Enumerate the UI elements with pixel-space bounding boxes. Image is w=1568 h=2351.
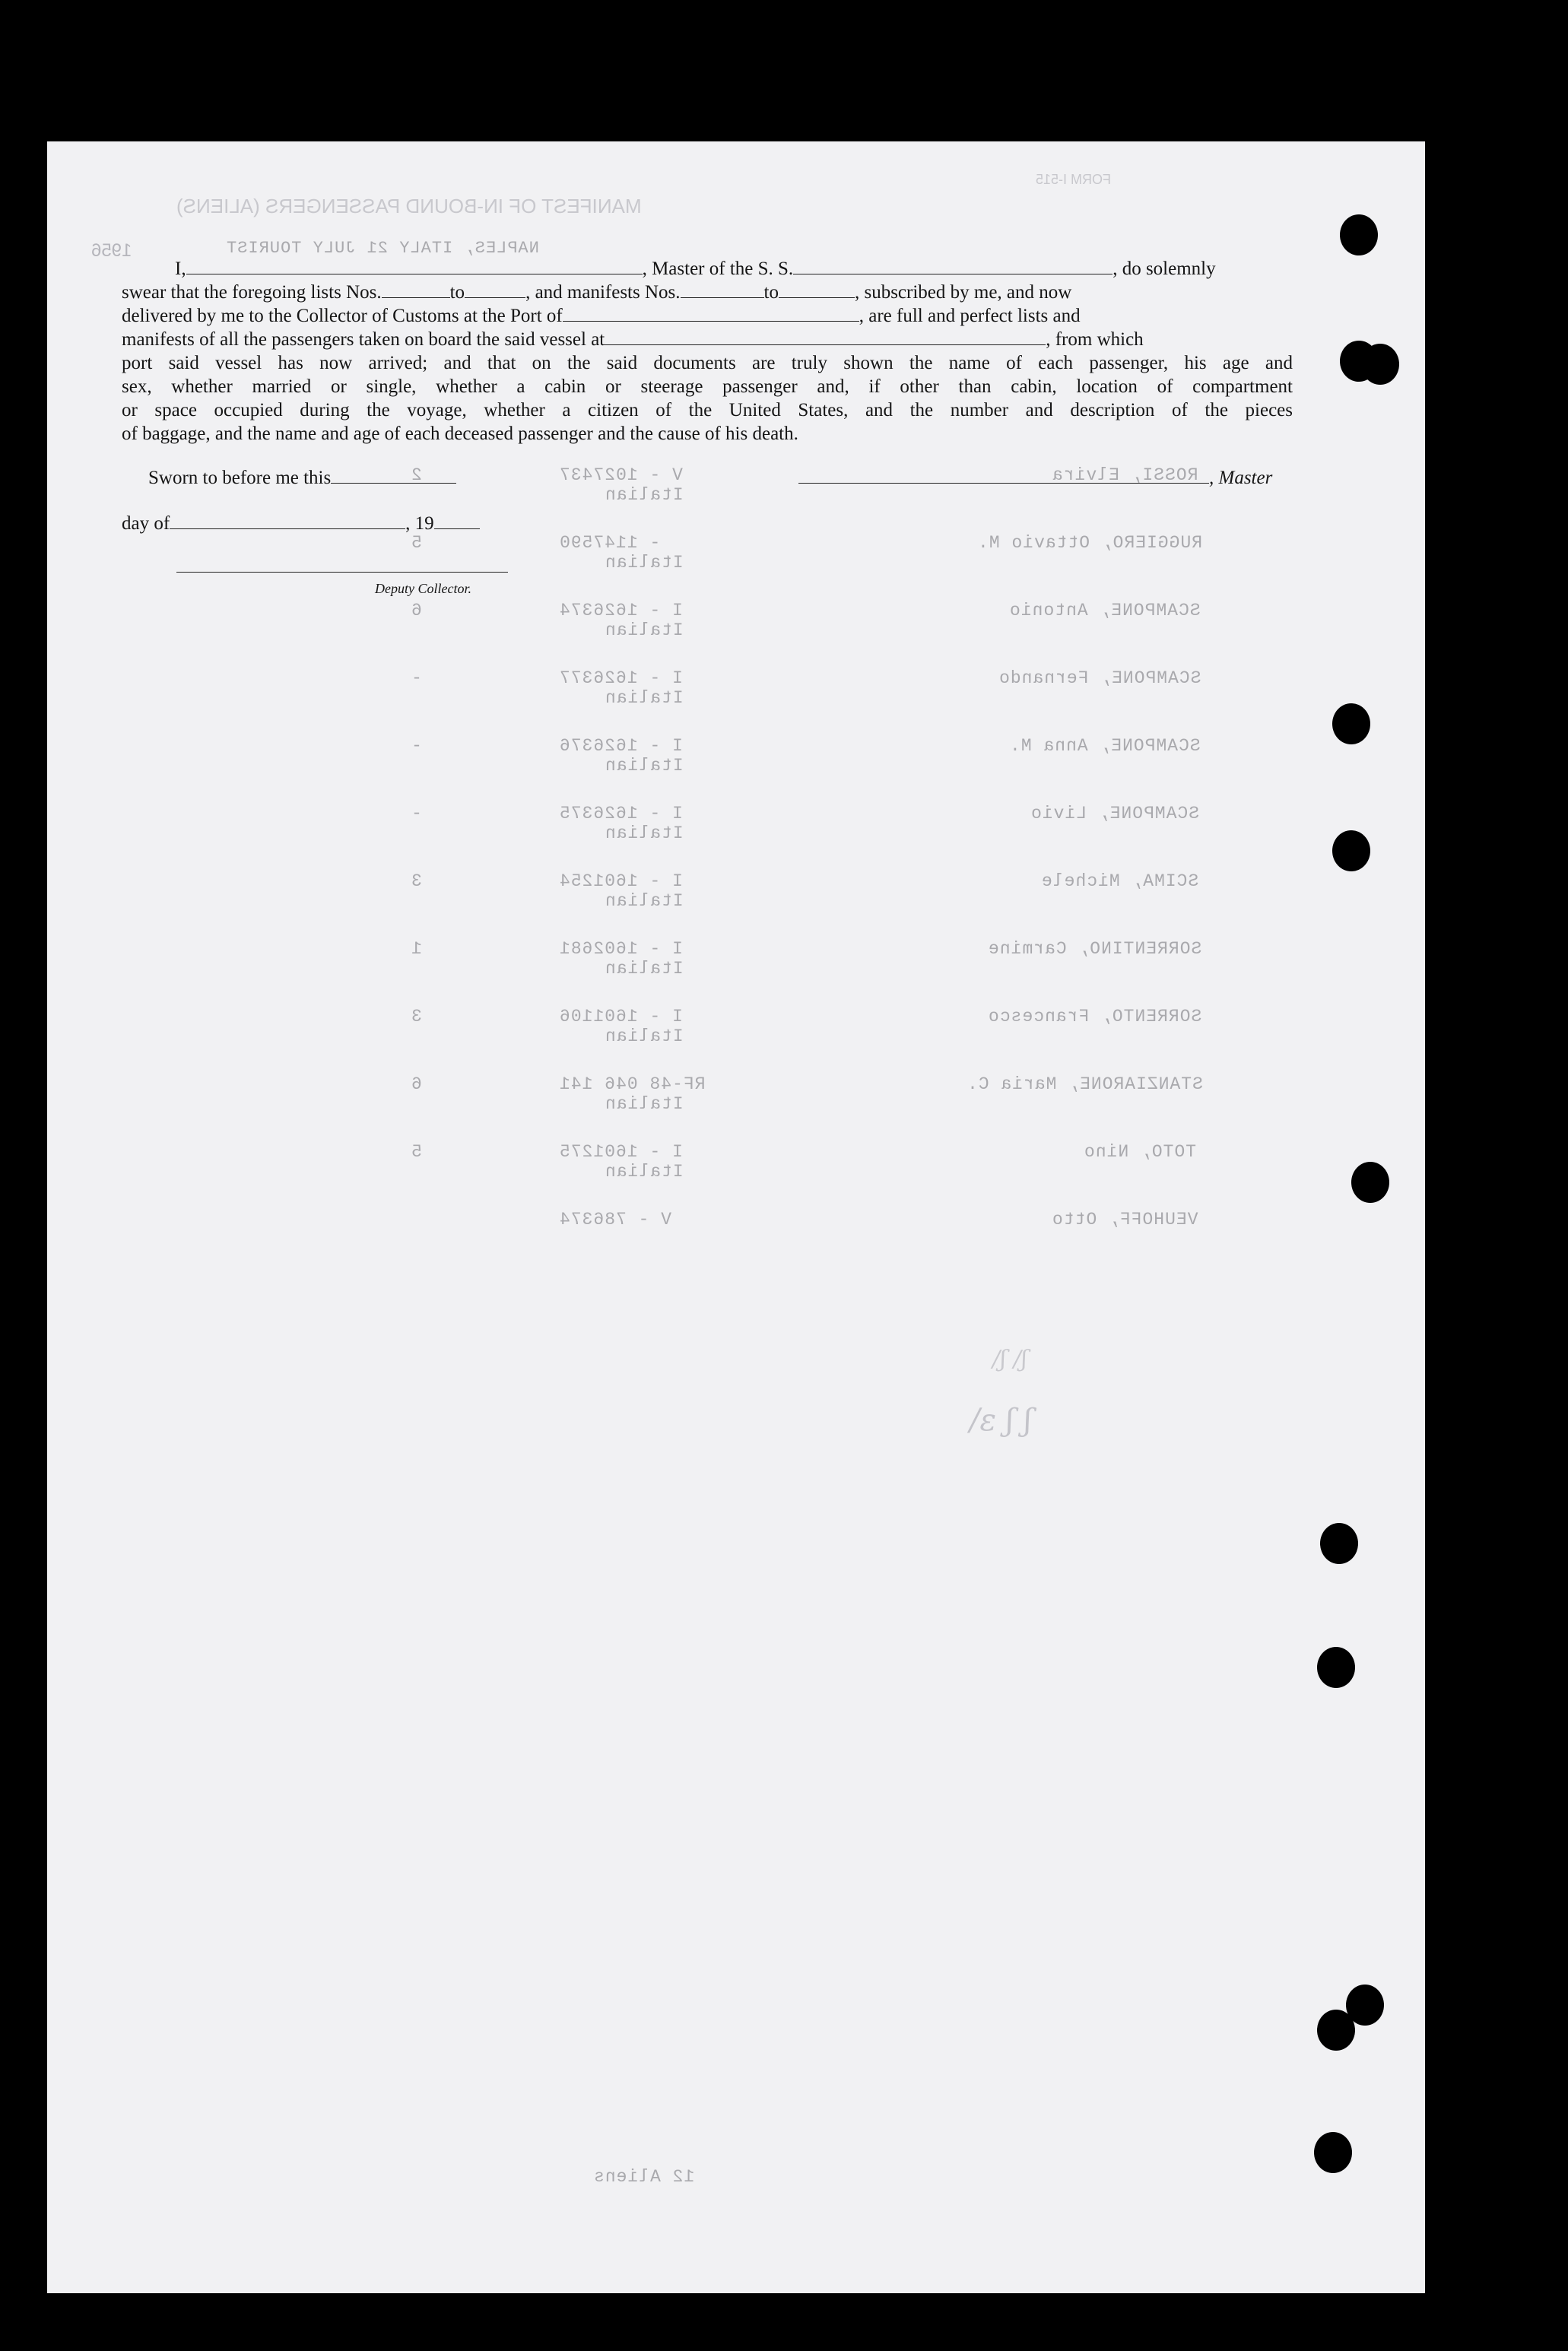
bleed-row-name: SCIMA, Michele — [1041, 871, 1199, 891]
bleed-row-name: SORRENTO, Francesco — [988, 1007, 1202, 1026]
bleed-row-name: RUGGIERO, Ottavio M. — [977, 533, 1203, 553]
bleed-row-nationality: Italian — [605, 756, 684, 776]
year-label: , 19 — [405, 513, 434, 534]
master-signature — [798, 468, 1272, 489]
oath-and-manifests: , and manifests Nos. — [525, 282, 681, 303]
bleed-row-nationality: Italian — [605, 1026, 684, 1046]
oath-solemnly: , do solemnly — [1113, 259, 1216, 279]
deputy-signature-line — [176, 572, 508, 573]
bleed-row-nationality: Italian — [605, 553, 684, 573]
document-page — [47, 141, 1425, 2293]
bleed-row-document: I - 1626374 — [559, 601, 683, 620]
bleed-row-nationality: Italian — [605, 891, 684, 911]
oath-paragraph — [122, 257, 1293, 446]
manifests-to-blank — [779, 282, 855, 298]
bleed-row-number: 2 — [411, 465, 422, 485]
bleed-row-document: I - 1626377 — [559, 668, 683, 688]
faint-header: MANIFEST OF IN-BOUND PASSENGERS (ALIENS) — [176, 195, 642, 217]
bleed-row-name: SCAMPONE, Anna M. — [1009, 736, 1201, 756]
bleed-row-name: ROSSI, Elvira — [1052, 465, 1198, 485]
punch-hole — [1320, 1523, 1358, 1564]
bleed-row-name: SORRENTINO, Carmine — [988, 939, 1202, 959]
bleed-row-document: I - 1601275 — [559, 1142, 683, 1162]
bleed-row-number: 1 — [411, 939, 422, 959]
sworn-day-blank — [331, 468, 456, 484]
punch-hole — [1314, 2132, 1352, 2173]
bleed-row-name: SCAMPONE, Antonio — [1009, 601, 1201, 620]
punch-hole — [1317, 1647, 1355, 1688]
sworn-label: Sworn to before me this — [148, 468, 332, 488]
bleed-row-number: - — [411, 668, 422, 688]
vessel-at-blank — [605, 329, 1046, 345]
bleed-row-number: 6 — [411, 601, 422, 620]
bleed-row-nationality: Italian — [605, 823, 684, 843]
bleed-row-number: 5 — [411, 533, 422, 553]
bleed-row-name: SCAMPONE, Fernando — [998, 668, 1201, 688]
bleed-row-number: 6 — [411, 1074, 422, 1094]
oath-delivered: delivered by me to the Collector of Customs at the Port of — [122, 306, 563, 326]
oath-subscribed: , subscribed by me, and now — [854, 282, 1072, 303]
punch-hole — [1332, 830, 1370, 871]
bleed-row-name: TOTO, Nino — [1084, 1142, 1197, 1162]
deputy-collector-label: Deputy Collector. — [375, 581, 471, 596]
oath-swear: swear that the foregoing lists Nos. — [122, 282, 382, 303]
punch-hole — [1317, 2010, 1355, 2051]
bleed-row-number: 5 — [411, 1142, 422, 1162]
bleed-row-nationality: Italian — [605, 688, 684, 708]
bleed-header: NAPLES, ITALY 21 JULY TOURIST — [226, 239, 539, 258]
bleed-row-name: SCAMPONE, Livio — [1030, 804, 1200, 823]
bleed-row-document: I - 1601254 — [559, 871, 683, 891]
pencil-mark: /ɛ ʃ ʃ — [970, 1403, 1033, 1438]
oath-manifests: manifests of all the passengers taken on board the said vessel at — [122, 329, 605, 350]
bleed-row-document: I - 1626376 — [559, 736, 683, 756]
oath-line: or space occupied during the voyage, whether a citizen of the United States, and the number and description of the pieces — [122, 400, 1293, 420]
master-label: , Master — [1209, 468, 1273, 488]
bleed-row-number: - — [411, 804, 422, 823]
oath-full: , are full and perfect lists and — [859, 306, 1081, 326]
pencil-mark: /ʃ /ʃ — [992, 1346, 1028, 1372]
oath-line — [122, 281, 1293, 304]
punch-hole — [1340, 214, 1378, 255]
bleed-row-number: 3 — [411, 1007, 422, 1026]
oath-to: to — [763, 282, 779, 303]
oath-from-which: , from which — [1046, 329, 1144, 350]
vessel-name-blank — [793, 259, 1113, 274]
bleed-footer: 12 Aliens — [593, 2167, 695, 2187]
bleed-row-number: - — [411, 736, 422, 756]
bleed-row-document: I - 1601106 — [559, 1007, 683, 1026]
port-blank — [563, 306, 859, 322]
oath-line: of baggage, and the name and age of each deceased passenger and the cause of his death. — [122, 424, 798, 444]
master-name-blank — [186, 259, 643, 274]
oath-line: sex, whether married or single, whether a cabin or steerage passenger and, if other than cabin, location of compartment — [122, 376, 1293, 397]
bleed-row-nationality: Italian — [605, 1094, 684, 1114]
bleed-row-document: V - 786374 — [559, 1210, 672, 1229]
oath-line — [122, 304, 1293, 328]
lists-from-blank — [382, 282, 450, 298]
bleed-row-document: I - 1602681 — [559, 939, 683, 959]
bleed-row-number: 3 — [411, 871, 422, 891]
bleed-row-document: - 1147590 — [559, 533, 661, 553]
lists-to-blank — [465, 282, 525, 298]
oath-master-of-ss: , Master of the S. S. — [642, 259, 794, 279]
oath-to: to — [449, 282, 465, 303]
bleed-row-nationality: Italian — [605, 959, 684, 979]
manifests-from-blank — [681, 282, 764, 298]
bleed-row-nationality: Italian — [605, 1162, 684, 1182]
oath-line: port said vessel has now arrived; and that on the said documents are truly shown the name of each passenger, his age and — [122, 353, 1293, 373]
oath-line — [122, 257, 1293, 281]
punch-hole — [1351, 1162, 1389, 1203]
day-of-label: day of — [122, 513, 170, 534]
faint-year: 1956 — [91, 240, 132, 261]
bleed-row-name: VEUHOFF, Otto — [1052, 1210, 1198, 1229]
day-of-line — [122, 513, 480, 535]
punch-hole — [1332, 703, 1370, 744]
bleed-row-nationality: Italian — [605, 485, 684, 505]
punch-hole — [1361, 344, 1399, 385]
month-blank — [170, 513, 405, 529]
bleed-row-document: RF-48 046 141 — [559, 1074, 706, 1094]
bleed-row-document: I - 1626375 — [559, 804, 683, 823]
faint-form-number: FORM I-515 — [1036, 172, 1112, 187]
bleed-row-document: V - 1027437 — [559, 465, 683, 485]
bleed-row-nationality: Italian — [605, 620, 684, 640]
oath-i: I, — [175, 259, 186, 279]
year-blank — [434, 513, 480, 529]
bleed-row-name: STANZIARONE, Maria C. — [967, 1074, 1203, 1094]
oath-line — [122, 328, 1293, 351]
